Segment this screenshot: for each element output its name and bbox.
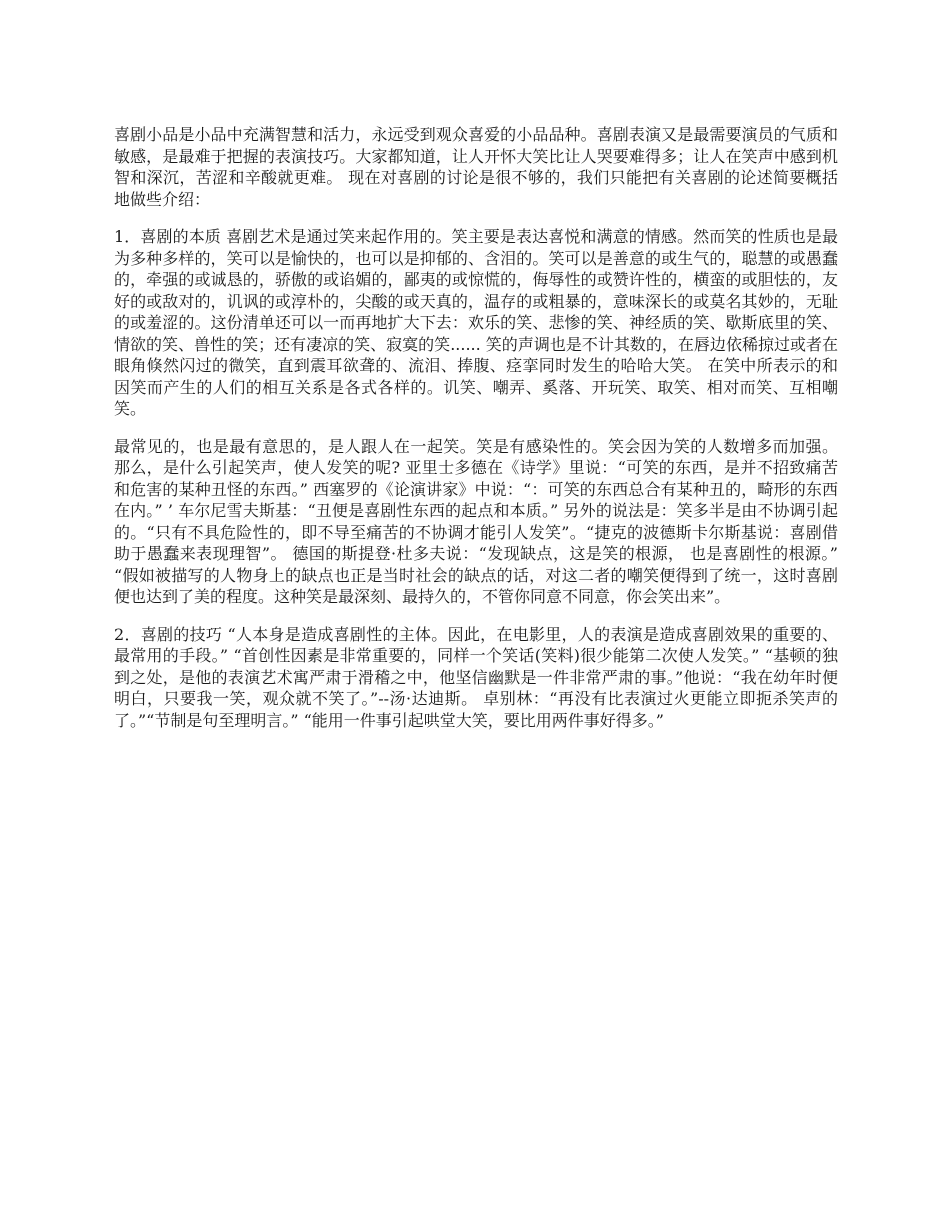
section-2-technique-paragraph: 2．喜剧的技巧 “人本身是造成喜剧性的主体。因此，在电影里，人的表演是造成喜剧效果的重要的、最常用的手段。” “首创性因素是非常重要的，同样一个笑话(笑料)很少能第二次使人发笑。” “基顿的独到之处，是他的表演艺术寓严肃于滑稽之中，他坚信幽默是一件非常严肃的事。”他说：“我在幼年时便明白，只要我一笑，观众就不笑了。”--汤·达迪斯。 卓别林：“再没有比表演过火更能立即扼杀笑声的了。”“节制是句至理明言。” “能用一件事引起哄堂大笑，要比用两件事好得多。” xyxy=(114,624,838,730)
document-body xyxy=(114,124,838,747)
intro-paragraph: 喜剧小品是小品中充满智慧和活力，永远受到观众喜爱的小品品种。喜剧表演又是最需要演员的气质和敏感，是最难于把握的表演技巧。大家都知道，让人开怀大笑比让人哭要难得多；让人在笑声中感到机智和深沉，苦涩和辛酸就更难。 现在对喜剧的讨论是很不够的，我们只能把有关喜剧的论述简要概括地做些介绍： xyxy=(114,125,838,209)
section-1-nature-paragraph: 1．喜剧的本质 喜剧艺术是通过笑来起作用的。笑主要是表达喜悦和满意的情感。然而笑的性质也是最为多种多样的，笑可以是愉快的，也可以是抑郁的、含泪的。笑可以是善意的或生气的，聪慧的或愚蠢的，牵强的或诚恳的，骄傲的或谄媚的，鄙夷的或惊慌的，侮辱性的或赞许性的，横蛮的或胆怯的，友好的或敌对的，讥讽的或淳朴的，尖酸的或天真的，温存的或粗暴的，意味深长的或莫名其妙的，无耻的或羞涩的。这份清单还可以一而再地扩大下去：欢乐的笑、悲惨的笑、神经质的笑、歇斯底里的笑、情欲的笑、兽性的笑；还有凄凉的笑、寂寞的笑...... 笑的声调也是不计其数的，在唇边依稀掠过或者在眼角倏然闪过的微笑，直到震耳欲聋的、流泪、捧腹、痉挛同时发生的哈哈大笑。 在笑中所表示的和因笑而产生的人们的相互关系是各式各样的。讥笑、嘲弄、奚落、开玩笑、取笑、相对而笑、互相嘲笑。 xyxy=(114,227,838,418)
section-1-continued-paragraph: 最常见的，也是最有意思的，是人跟人在一起笑。笑是有感染性的。笑会因为笑的人数增多而加强。 那么，是什么引起笑声，使人发笑的呢? 亚里士多德在《诗学》里说：“可笑的东西，是并不招致痛苦和危害的某种丑怪的东西。” 西塞罗的《论演讲家》中说：“：可笑的东西总合有某种丑的，畸形的东西在内。” ’ 车尔尼雪夫斯基：“丑便是喜剧性东西的起点和本质。” 另外的说法是：笑多半是由不协调引起的。“只有不具危险性的，即不导至痛苦的不协调才能引人发笑”。“捷克的波德斯卡尔斯基说：喜剧借助于愚蠢来表现理智”。 德国的斯提登·杜多夫说：“发现缺点，这是笑的根源， 也是喜剧性的根源。” “假如被描写的人物身上的缺点也正是当时社会的缺点的话，对这二者的嘲笑便得到了统一，这时喜剧便也达到了美的程度。这种笑是最深刻、最持久的，不管你同意不同意，你会笑出来”。 xyxy=(114,436,838,606)
